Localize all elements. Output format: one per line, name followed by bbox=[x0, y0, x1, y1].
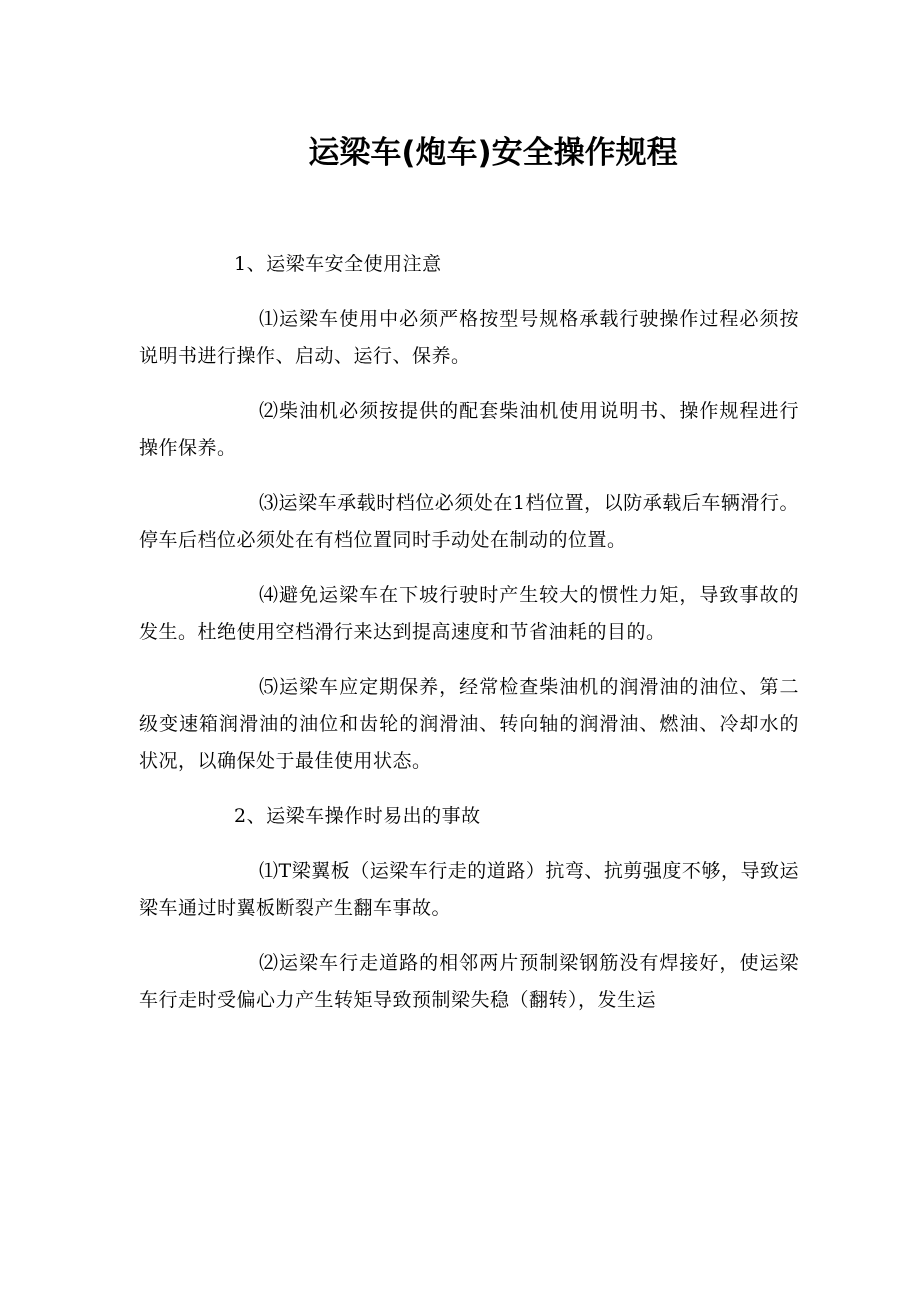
paragraph: ⑵柴油机必须按提供的配套柴油机使用说明书、操作规程进行操作保养。 bbox=[139, 400, 799, 459]
paragraph: ⑴运梁车使用中必须严格按型号规格承载行驶操作过程必须按说明书进行操作、启动、运行、保养。 bbox=[139, 308, 799, 367]
section-heading: 2、运梁车操作时易出的事故 bbox=[234, 805, 481, 827]
section-1 bbox=[139, 246, 799, 780]
paragraph: ⑸运梁车应定期保养，经常检查柴油机的润滑油的油位、第二级变速箱润滑油的油位和齿轮的润滑油、转向轴的润滑油、燃油、冷却水的状况，以确保处于最佳使用状态。 bbox=[139, 676, 799, 772]
document-title: 运梁车(炮车)安全操作规程 bbox=[308, 134, 678, 171]
section-heading: 1、运梁车安全使用注意 bbox=[234, 253, 442, 275]
section-2 bbox=[139, 798, 799, 1019]
paragraph: ⑴T梁翼板（运梁车行走的道路）抗弯、抗剪强度不够，导致运梁车通过时翼板断裂产生翻车事故。 bbox=[139, 860, 799, 919]
paragraph: ⑶运梁车承载时档位必须处在1档位置，以防承载后车辆滑行。停车后档位必须处在有档位置同时手动处在制动的位置。 bbox=[139, 492, 799, 551]
paragraph: ⑷避免运梁车在下坡行驶时产生较大的惯性力矩，导致事故的发生。杜绝使用空档滑行来达到提高速度和节省油耗的目的。 bbox=[139, 584, 799, 643]
paragraph: ⑵运梁车行走道路的相邻两片预制梁钢筋没有焊接好，使运梁车行走时受偏心力产生转矩导致预制梁失稳（翻转），发生运 bbox=[139, 952, 799, 1011]
document-body bbox=[139, 246, 799, 1037]
